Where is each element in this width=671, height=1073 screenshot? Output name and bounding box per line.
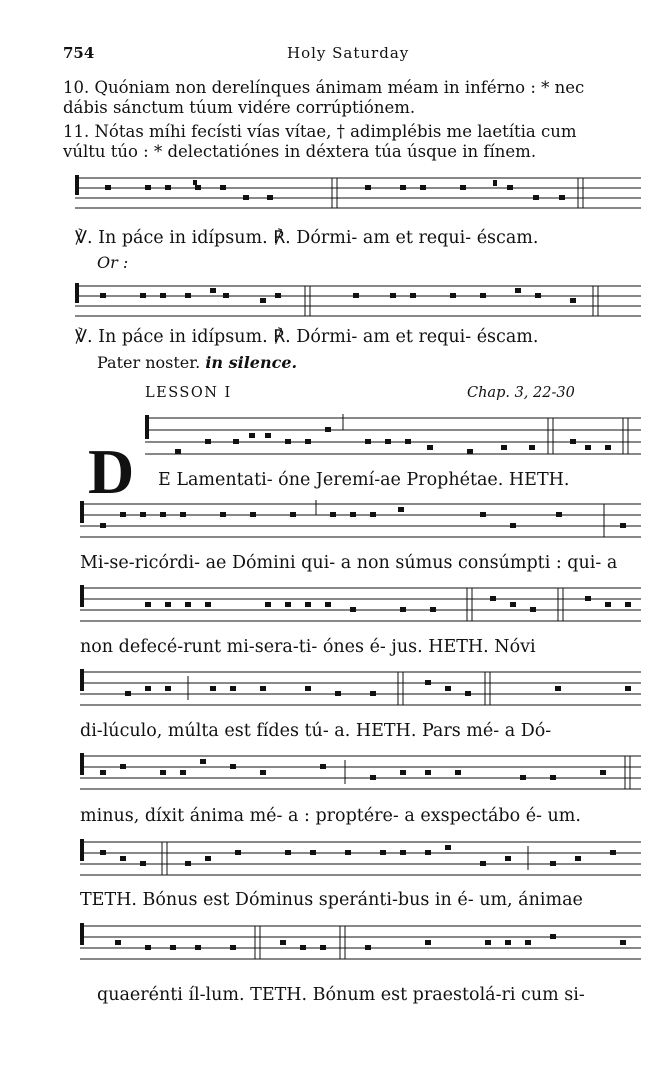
lyric-line: TETH. Bónus est Dóminus speránti-bus in é- um, ánimae	[80, 890, 583, 910]
verse-10-line-2: dábis sánctum túum vidére corrúptiónem.	[63, 98, 416, 117]
lyric-line: E Lamentati- óne Jeremí-ae Prophétae. HETH.	[158, 470, 570, 490]
lyric-line: Mi-se-ricórdi- ae Dómini qui- a non súmus consúmpti : qui- a	[80, 553, 618, 573]
pater-noster-rubric: in silence.	[205, 353, 298, 372]
music-staff	[80, 664, 641, 714]
verse-11-line-2: vúltu túo : * delectatiónes in déxtera túa úsque in fínem.	[63, 142, 537, 161]
lyric-line: di-lúculo, múlta est fídes tú- a. HETH. Pars mé- a Dó-	[80, 721, 552, 741]
music-staff	[80, 834, 641, 884]
running-title: Holy Saturday	[287, 44, 410, 62]
lyric-line: non defecé-runt mi-sera-ti- ónes é- jus. HETH. Nóvi	[80, 637, 536, 657]
pater-noster	[97, 353, 297, 372]
lyric-line: quaerénti íl-lum. TETH. Bónum est praestolá-ri cum si-	[97, 985, 585, 1005]
music-staff	[145, 410, 641, 464]
lesson-label: LESSON I	[145, 385, 232, 401]
verse-11-line-1: 11. Nótas míhi fecísti vías vítae, † adimplébis me laetítia cum	[63, 122, 577, 141]
music-staff	[80, 580, 641, 630]
chapter-reference: Chap. 3, 22-30	[467, 385, 575, 401]
music-staff	[80, 496, 641, 546]
lyric-line: minus, díxit ánima mé- a : proptére- a exspectábo é- um.	[80, 806, 581, 826]
page-number: 754	[63, 44, 95, 62]
music-staff	[75, 280, 641, 324]
music-staff	[80, 918, 641, 968]
music-staff	[80, 748, 641, 798]
music-staff	[75, 172, 641, 216]
or-label: Or :	[97, 253, 129, 272]
versicle-lyrics: ℣. In páce in idípsum. ℟. Dórmi- am et requi- éscam.	[75, 327, 539, 347]
versicle-lyrics: ℣. In páce in idípsum. ℟. Dórmi- am et requi- éscam.	[75, 228, 539, 248]
verse-10-line-1: 10. Quóniam non derelínques ánimam méam in inférno : * nec	[63, 78, 585, 97]
pater-noster-text: Pater noster.	[97, 353, 201, 372]
drop-cap: D	[88, 436, 135, 507]
